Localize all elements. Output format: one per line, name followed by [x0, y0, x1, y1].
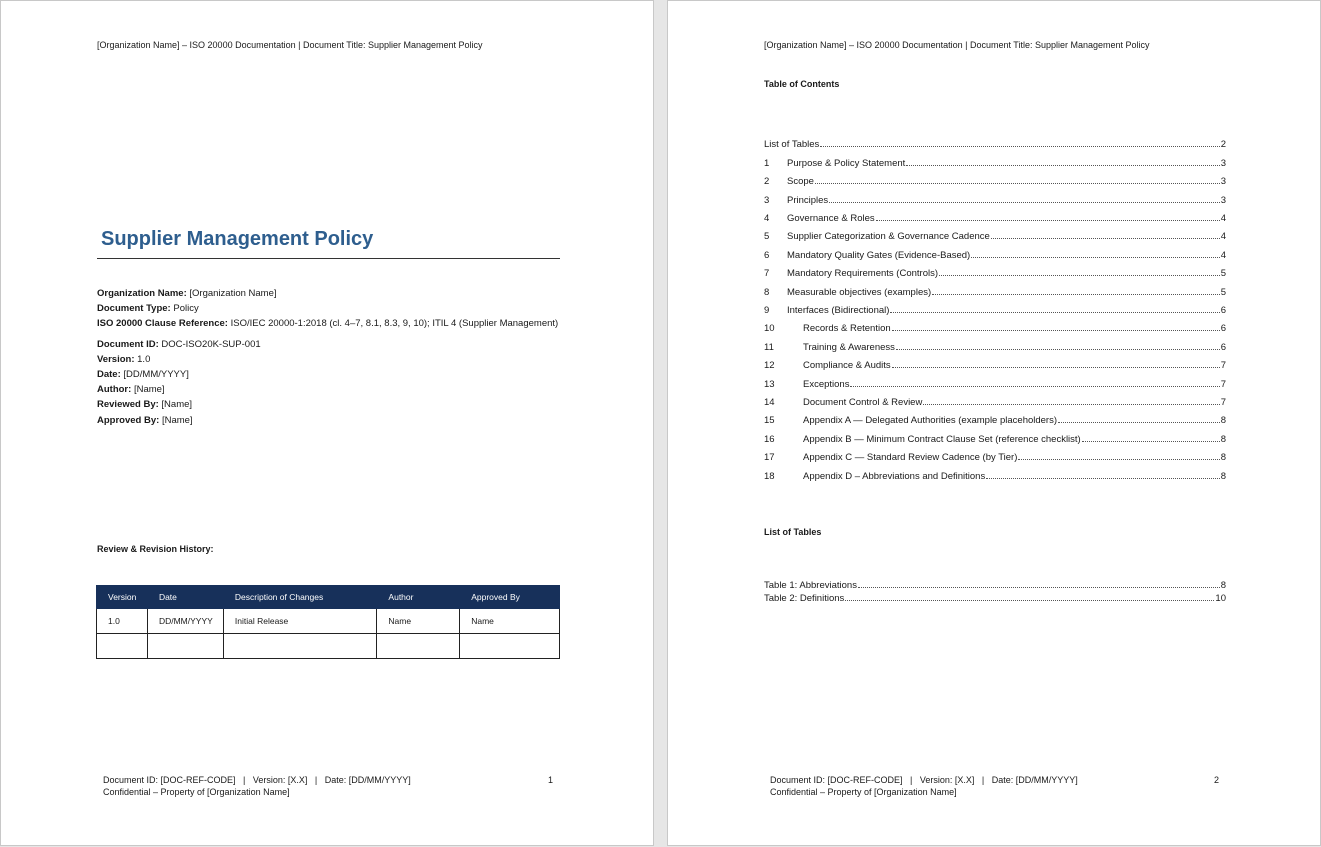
toc-entry[interactable]: 1 Purpose & Policy Statement 3	[764, 158, 1226, 169]
table-cell: Name	[460, 609, 560, 634]
lot-entry[interactable]: Table 1: Abbreviations 8	[764, 580, 1226, 591]
toc-entry[interactable]: 17 Appendix C — Standard Review Cadence (by Tier) 8	[764, 452, 1226, 463]
footer-confidential: Confidential – Property of [Organization Name]	[103, 787, 290, 797]
toc-entry[interactable]: 3 Principles 3	[764, 195, 1226, 206]
page-header: [Organization Name] – ISO 20000 Documentation | Document Title: Supplier Management Policy	[764, 40, 1150, 50]
table-cell: 1.0	[97, 609, 148, 634]
toc-entry[interactable]: 7 Mandatory Requirements (Controls) 5	[764, 268, 1226, 279]
page-number: 1	[548, 775, 554, 785]
column-header-approved-by: Approved By	[460, 586, 560, 609]
table-cell: Name	[377, 609, 460, 634]
revision-history-table	[96, 585, 560, 659]
toc-entry[interactable]: 5 Supplier Categorization & Governance Cadence 4	[764, 231, 1226, 242]
table-cell	[223, 634, 377, 659]
table-row	[97, 609, 560, 634]
table-row	[97, 634, 560, 659]
meta-approved-by: Approved By: [Name]	[97, 414, 193, 426]
footer-document-info: Document ID: [DOC-REF-CODE] | Version: [X.X] | Date: [DD/MM/YYYY]	[103, 775, 411, 785]
toc-entry[interactable]: 11 Training & Awareness 6	[764, 342, 1226, 353]
toc-entry[interactable]: 15 Appendix A — Delegated Authorities (example placeholders) 8	[764, 415, 1226, 426]
table-cell: DD/MM/YYYY	[147, 609, 223, 634]
footer-document-info: Document ID: [DOC-REF-CODE] | Version: [X.X] | Date: [DD/MM/YYYY]	[770, 775, 1078, 785]
document-title: Supplier Management Policy	[101, 228, 374, 250]
toc-entry[interactable]: 9 Interfaces (Bidirectional) 6	[764, 305, 1226, 316]
table-cell	[377, 634, 460, 659]
table-cell	[97, 634, 148, 659]
meta-clause-reference: ISO 20000 Clause Reference: ISO/IEC 20000-1:2018 (cl. 4–7, 8.1, 8.3, 9, 10); ITIL 4 (Supplier Management)	[97, 318, 559, 330]
column-header-author: Author	[377, 586, 460, 609]
document-metadata	[97, 286, 558, 428]
table-cell	[147, 634, 223, 659]
meta-reviewed-by: Reviewed By: [Name]	[97, 399, 193, 411]
page-number: 2	[1214, 775, 1220, 785]
toc-entry[interactable]: 10 Records & Retention 6	[764, 323, 1226, 334]
toc-entry[interactable]: 6 Mandatory Quality Gates (Evidence-Based) 4	[764, 250, 1226, 261]
toc-entry[interactable]: 13 Exceptions 7	[764, 379, 1226, 390]
document-page-1	[0, 0, 654, 846]
meta-document-type: Document Type: Policy	[97, 303, 199, 315]
document-page-2	[667, 0, 1321, 846]
toc-entry[interactable]: 8 Measurable objectives (examples) 5	[764, 287, 1226, 298]
table-header-row	[97, 586, 560, 609]
meta-document-id: Document ID: DOC-ISO20K-SUP-001	[97, 338, 261, 350]
toc-heading: Table of Contents	[764, 79, 840, 89]
meta-organization: Organization Name: [Organization Name]	[97, 288, 277, 299]
column-header-description: Description of Changes	[223, 586, 377, 609]
toc-entry-title: List of Tables	[764, 139, 820, 150]
meta-version: Version: 1.0	[97, 353, 151, 365]
title-underline	[97, 258, 560, 259]
toc-entry[interactable]: 14 Document Control & Review 7	[764, 397, 1226, 408]
toc-entry[interactable]: 18 Appendix D – Abbreviations and Definitions 8	[764, 471, 1226, 482]
toc-entry[interactable]: 12 Compliance & Audits 7	[764, 360, 1226, 371]
toc-entry[interactable]: 16 Appendix B — Minimum Contract Clause Set (reference checklist) 8	[764, 434, 1226, 445]
list-of-tables-heading: List of Tables	[764, 527, 822, 537]
meta-date: Date: [DD/MM/YYYY]	[97, 369, 189, 381]
table-cell	[460, 634, 560, 659]
toc-entry[interactable]: 2 Scope 3	[764, 176, 1226, 187]
column-header-date: Date	[147, 586, 223, 609]
revision-history-heading: Review & Revision History:	[97, 544, 214, 554]
lot-entry[interactable]: Table 2: Definitions 10	[764, 593, 1226, 604]
column-header-version: Version	[97, 586, 148, 609]
table-cell: Initial Release	[223, 609, 377, 634]
footer-confidential: Confidential – Property of [Organization Name]	[770, 787, 957, 797]
meta-author: Author: [Name]	[97, 384, 165, 396]
toc-entry-list-of-tables[interactable]	[764, 137, 1226, 150]
toc-entry[interactable]: 4 Governance & Roles 4	[764, 213, 1226, 224]
toc-entry-page: 2	[1220, 139, 1226, 150]
page-header: [Organization Name] – ISO 20000 Documentation | Document Title: Supplier Management Policy	[97, 40, 483, 50]
